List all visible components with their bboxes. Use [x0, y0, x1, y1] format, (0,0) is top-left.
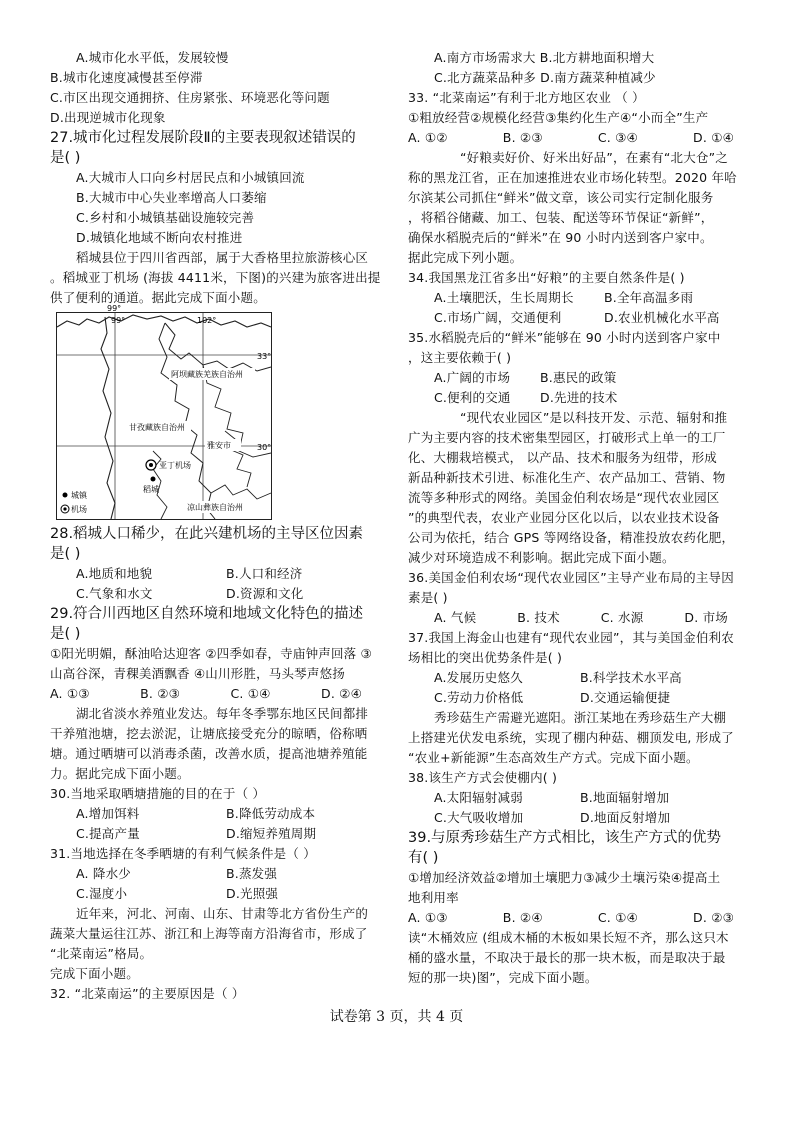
- boundary-west: [101, 317, 115, 519]
- q38-option-b: B.地面辐射增加: [580, 790, 670, 805]
- boundary-inner-2: [211, 485, 271, 499]
- q29-option-c: C. ①④: [230, 686, 271, 701]
- q35-option-c: C.便利的交通: [434, 390, 511, 405]
- passage-line: 。稻城亚丁机场 (海拔 4411米，下图)的兴建为旅客进出提: [50, 270, 381, 285]
- left-column: [50, 48, 380, 1004]
- region-ganzi: 甘孜藏族自治州: [129, 423, 185, 432]
- q37-options-row1: [408, 668, 748, 688]
- question-30: 30.当地采取晒塘措施的目的在于（ ）: [50, 786, 266, 801]
- passage-line: 确保水稻脱壳后的“鲜米”在 90 小时内送到客户家中。: [408, 230, 713, 245]
- passage-line: 广为主要内容的技术密集型园区，打破形式上单一的工厂: [408, 430, 726, 445]
- q33-options: [408, 128, 748, 148]
- page-footer: 试卷第 3 页，共 4 页: [329, 1009, 464, 1025]
- passage-line: “北菜南运”格局。: [50, 946, 153, 961]
- passage-line: 近年来，河北、河南、山东、甘肃等北方省份生产的: [76, 906, 369, 921]
- q30-option-d: D.缩短养殖周期: [226, 826, 317, 841]
- q39-option-b: B. ②④: [502, 910, 543, 925]
- q34-options-row1: [408, 288, 748, 308]
- q35-option-d: D.先进的技术: [540, 390, 618, 405]
- q36-option-b: B. 技术: [517, 610, 560, 625]
- q29-statements-2: 山高谷深，青稞美酒飘香 ④山川形胜，马头琴声悠扬: [50, 666, 345, 681]
- q39-option-d: D. ②③: [693, 910, 734, 925]
- q29-option-d: D. ②④: [321, 686, 362, 701]
- legend-town-icon: [63, 493, 68, 498]
- boundary-aba: [165, 323, 271, 371]
- option-c: C.市区出现交通拥挤、住房紧张、环境恶化等问题: [50, 90, 330, 105]
- map-drawing: [57, 304, 272, 519]
- sichuan-map: [56, 304, 272, 520]
- q37-option-c: C.劳动力价格低: [434, 690, 524, 705]
- q31-option-b: B.蒸发强: [226, 866, 278, 881]
- q38-options-row2: [408, 808, 748, 828]
- q32-options-ab: A.南方市场需求大 B.北方耕地面积增大: [434, 50, 655, 65]
- q31-option-a: A. 降水少: [76, 866, 131, 881]
- passage-line: 蔬菜大量运往江苏、浙江和上海等南方沿海省市，形成了: [50, 926, 368, 941]
- passage-line: 完成下面小题。: [50, 966, 139, 981]
- passage-line: ”的典型代表，农业产业园分区化以后，以农业技术设备: [408, 510, 720, 525]
- q30-options-row1: [50, 804, 380, 824]
- q33-option-b: B. ②③: [502, 130, 543, 145]
- question-32: 32. “北菜南运”的主要原因是（ ）: [50, 986, 245, 1001]
- q36-options: [408, 608, 748, 628]
- legend-airport: 机场: [71, 505, 87, 514]
- legend-town: 城镇: [71, 491, 87, 500]
- question-33: 33. “北菜南运”有利于北方地区农业 （ ）: [408, 90, 645, 105]
- legend-airport-icon-dot: [63, 507, 66, 510]
- q39-statements-2: 地利用率: [408, 890, 459, 905]
- passage-line: 公司为依托，结合 GPS 等网络设备，精准投放农药化肥，: [408, 530, 735, 545]
- q39-statements-1: ①增加经济效益②增加土壤肥力③减少土壤污染④提高土: [408, 870, 721, 885]
- lon-label-99: 99°: [111, 316, 126, 325]
- q35-options-row2: [408, 388, 748, 408]
- question-39-cont: 有( ): [408, 850, 439, 866]
- q34-option-b: B.全年高温多雨: [604, 290, 694, 305]
- q33-option-a: A. ①②: [408, 130, 448, 145]
- q38-option-c: C.大气吸收增加: [434, 810, 524, 825]
- question-28-cont: 是( ): [50, 546, 81, 562]
- lat-label-30: 30°: [257, 443, 272, 452]
- q28-options-row2: [50, 584, 380, 604]
- q30-option-c: C.提高产量: [76, 826, 140, 841]
- question-38: 38.该生产方式会使棚内( ): [408, 770, 558, 785]
- question-37-cont: 场相比的突出优势条件是( ): [408, 650, 563, 665]
- option-b: B.城市化速度减慢甚至停滞: [50, 70, 203, 85]
- q31-option-c: C.湿度小: [76, 886, 128, 901]
- passage-line: 尔滨某公司抓住“鲜米”做文章，该公司实行定制化服务: [408, 190, 714, 205]
- airport-label: 亚丁机场: [159, 461, 191, 470]
- passage-line: 化、大棚栽培模式， 以产品、技术和服务为纽带，形成: [408, 450, 717, 465]
- q33-option-c: C. ③④: [597, 130, 638, 145]
- lat-label-33: 33°: [257, 352, 272, 361]
- passage-line: 减少对环境造成不利影响。据此完成下面小题。: [408, 550, 675, 565]
- q31-options-row2: [50, 884, 380, 904]
- town-icon: [151, 477, 156, 482]
- question-35-cont: ，这主要依赖于( ): [408, 350, 512, 365]
- q34-option-c: C.市场广阔，交通便利: [434, 310, 562, 325]
- q37-option-d: D.交通运输便捷: [580, 690, 671, 705]
- question-35: 35.水稻脱壳后的“鲜米”能够在 90 小时内送到客户家中: [408, 330, 721, 345]
- passage-line: 读“木桶效应 (组成木桶的木板如果长短不齐，那么这只木: [408, 930, 729, 945]
- passage-line: “现代农业园区”是以科技开发、示范、辐射和推: [460, 410, 728, 425]
- q38-options-row1: [408, 788, 748, 808]
- q29-options: [50, 684, 380, 704]
- question-36-cont: 素是( ): [408, 590, 448, 605]
- passage-line: 稻城县位于四川省西部，属于大香格里拉旅游核心区: [76, 250, 369, 265]
- question-29: 29.符合川西地区自然环境和地域文化特色的描述: [50, 606, 364, 622]
- q33-statements: ①粗放经营②规模化经营③集约化生产④“小而全”生产: [408, 110, 709, 125]
- q28-option-b: B.人口和经济: [226, 566, 303, 581]
- q27-option-d: D.城镇化地域不断向农村推进: [76, 230, 243, 245]
- passage-line: 新品种新技术引进、标准化生产、农产品加工、营销、物: [408, 470, 726, 485]
- q28-option-c: C.气象和水文: [76, 586, 153, 601]
- region-liangshan: 凉山彝族自治州: [187, 503, 243, 512]
- city-yaan: 雅安市: [207, 441, 231, 450]
- q38-option-d: D.地面反射增加: [580, 810, 671, 825]
- passage-line: “好粮卖好价、好米出好品”，在素有“北大仓”之: [460, 150, 729, 165]
- passage-line: ，将稻谷储藏、加工、包装、配送等环节保证“新鲜”，: [408, 210, 714, 225]
- q32-options-cd: C.北方蔬菜品种多 D.南方蔬菜种植减少: [434, 70, 656, 85]
- q27-option-c: C.乡村和小城镇基础设施较完善: [76, 210, 255, 225]
- question-29-cont: 是( ): [50, 626, 81, 642]
- passage-line: 秀珍菇生产需避光遮阳。浙江某地在秀珍菇生产大棚: [434, 710, 727, 725]
- region-aba: 阿坝藏族羌族自治州: [171, 370, 243, 379]
- q36-option-d: D. 市场: [684, 610, 728, 625]
- passage-line: 供了便利的通道。据此完成下面小题。: [50, 290, 266, 305]
- q34-option-d: D.农业机械化水平高: [604, 310, 720, 325]
- passage-line: 塘。通过晒塘可以消毒杀菌，改善水质，提高池塘养殖能: [50, 746, 368, 761]
- passage-line: 流等多种形式的网络。美国金伯利农场是“现代农业园区: [408, 490, 720, 505]
- q29-statements-1: ①阳光明媚，酥油哈达迎客 ②四季如春，寺庙钟声回落 ③: [50, 646, 372, 661]
- question-31: 31.当地选择在冬季晒塘的有利气候条件是（ ）: [50, 846, 316, 861]
- q38-option-a: A.太阳辐射减弱: [434, 790, 523, 805]
- airport-icon-dot: [149, 463, 153, 467]
- question-27: 27.城市化过程发展阶段Ⅱ的主要表现叙述错误的: [50, 130, 356, 146]
- q30-options-row2: [50, 824, 380, 844]
- q28-options-row1: [50, 564, 380, 584]
- q27-option-b: B.大城市中心失业率增高人口萎缩: [76, 190, 267, 205]
- q29-option-a: A. ①③: [50, 686, 90, 701]
- q39-options: [408, 908, 748, 928]
- q31-option-d: D.光照强: [226, 886, 279, 901]
- q34-option-a: A.土壤肥沃，生长周期长: [434, 290, 574, 305]
- passage-line: 干养殖池塘，挖去淤泥，让塘底接受充分的晾晒，俗称晒: [50, 726, 368, 741]
- question-36: 36.美国金伯利农场“现代农业园区”主导产业布局的主导因: [408, 570, 734, 585]
- q28-option-d: D.资源和文化: [226, 586, 304, 601]
- passage-line: 桶的盛水量，不取决于最长的那一块木板，而是取决于最: [408, 950, 726, 965]
- q29-option-b: B. ②③: [140, 686, 181, 701]
- q34-options-row2: [408, 308, 748, 328]
- q35-option-a: A.广阔的市场: [434, 370, 511, 385]
- town-label: 稻城: [143, 485, 159, 494]
- question-34: 34.我国黑龙江省多出“好粮”的主要自然条件是( ): [408, 270, 685, 285]
- q35-option-b: B.惠民的政策: [540, 370, 617, 385]
- option-d: D.出现逆城市化现象: [50, 110, 166, 125]
- q37-option-b: B.科学技术水平高: [580, 670, 682, 685]
- passage-line: 湖北省淡水养殖业发达。每年冬季鄂东地区民间都排: [76, 706, 369, 721]
- q37-option-a: A.发展历史悠久: [434, 670, 523, 685]
- option-a: A.城市化水平低，发展较慢: [76, 50, 229, 65]
- q33-option-d: D. ①④: [693, 130, 734, 145]
- passage-line: 据此完成下列小题。: [408, 250, 523, 265]
- question-37: 37.我国上海金山也建有“现代农业园”，其与美国金伯利农: [408, 630, 734, 645]
- q39-option-c: C. ①④: [597, 910, 638, 925]
- q35-options-row1: [408, 368, 748, 388]
- passage-line: 短的那一块)图”，完成下面小题。: [408, 970, 598, 985]
- q31-options-row1: [50, 864, 380, 884]
- passage-line: 力。据此完成下面小题。: [50, 766, 190, 781]
- right-column: [408, 48, 748, 988]
- q37-options-row2: [408, 688, 748, 708]
- q36-option-a: A. 气候: [434, 610, 477, 625]
- q36-option-c: C. 水源: [600, 610, 644, 625]
- q39-option-a: A. ①③: [408, 910, 448, 925]
- passage-line: 称的黑龙江省，正在加速推进农业市场化转型。2020 年哈: [408, 170, 737, 185]
- question-28: 28.稻城人口稀少，在此兴建机场的主导区位因素: [50, 526, 364, 542]
- question-39: 39.与原秀珍菇生产方式相比，该生产方式的优势: [408, 830, 722, 846]
- q30-option-a: A.增加饵料: [76, 806, 140, 821]
- q30-option-b: B.降低劳动成本: [226, 806, 316, 821]
- lon-label-1: 99°: [107, 304, 122, 313]
- passage-line: “农业+新能源”生态高效生产方式。完成下面小题。: [408, 750, 699, 765]
- lon-label-102: 102°: [197, 316, 217, 325]
- q28-option-a: A.地质和地貌: [76, 566, 153, 581]
- passage-line: 上搭建光伏发电系统，实现了棚内种菇、棚顶发电, 形成了: [408, 730, 734, 745]
- question-27-cont: 是( ): [50, 150, 81, 166]
- q27-option-a: A.大城市人口向乡村居民点和小城镇回流: [76, 170, 305, 185]
